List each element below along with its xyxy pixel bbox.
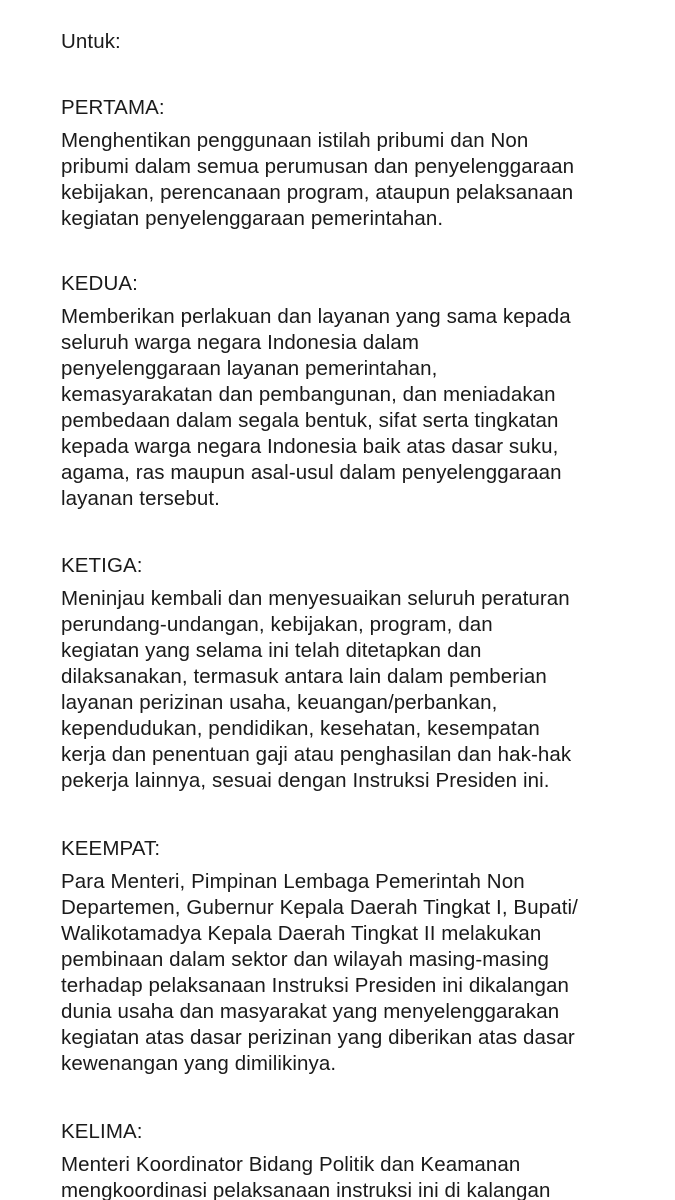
body-line: kegiatan penyelenggaraan pemerintahan. <box>61 207 444 230</box>
body-line: mengkoordinasi pelaksanaan instruksi ini di kalangan <box>61 1179 551 1200</box>
body-line: kemasyarakatan dan pembangunan, dan meniadakan <box>61 383 556 406</box>
section-body-pertama <box>61 128 574 232</box>
body-line: Memberikan perlakuan dan layanan yang sama kepada <box>61 305 571 328</box>
body-line: dunia usaha dan masyarakat yang menyelenggarakan <box>61 1000 560 1023</box>
section-body-keempat <box>61 869 578 1077</box>
body-line: Departemen, Gubernur Kepala Daerah Tingkat I, Bupati/ <box>61 896 578 919</box>
section-body-kedua <box>61 304 571 512</box>
body-line: pembinaan dalam sektor dan wilayah masing-masing <box>61 948 549 971</box>
body-line: kebijakan, perencanaan program, ataupun pelaksanaan <box>61 181 574 204</box>
body-line: Walikotamadya Kepala Daerah Tingkat II melakukan <box>61 922 542 945</box>
body-line: perundang-undangan, kebijakan, program, dan <box>61 613 493 636</box>
intro-label: Untuk: <box>61 30 121 53</box>
body-line: kependudukan, pendidikan, kesehatan, kesempatan <box>61 717 540 740</box>
body-line: Menteri Koordinator Bidang Politik dan Keamanan <box>61 1153 521 1176</box>
section-body-ketiga <box>61 586 571 794</box>
section-heading-kelima: KELIMA: <box>61 1120 143 1143</box>
section-body-kelima <box>61 1152 551 1200</box>
body-line: kegiatan atas dasar perizinan yang diberikan atas dasar <box>61 1026 575 1049</box>
section-heading-ketiga: KETIGA: <box>61 554 143 577</box>
body-line: layanan perizinan usaha, keuangan/perbankan, <box>61 691 498 714</box>
body-line: pembedaan dalam segala bentuk, sifat serta tingkatan <box>61 409 559 432</box>
body-line: kerja dan penentuan gaji atau penghasilan dan hak-hak <box>61 743 572 766</box>
body-line: kewenangan yang dimilikinya. <box>61 1052 337 1075</box>
body-line: penyelenggaraan layanan pemerintahan, <box>61 357 438 380</box>
body-line: Meninjau kembali dan menyesuaikan seluruh peraturan <box>61 587 570 610</box>
body-line: kegiatan yang selama ini telah ditetapkan dan <box>61 639 482 662</box>
body-line: pribumi dalam semua perumusan dan penyelenggaraan <box>61 155 575 178</box>
body-line: terhadap pelaksanaan Instruksi Presiden ini dikalangan <box>61 974 569 997</box>
body-line: Para Menteri, Pimpinan Lembaga Pemerintah Non <box>61 870 525 893</box>
body-line: dilaksanakan, termasuk antara lain dalam pemberian <box>61 665 547 688</box>
body-line: layanan tersebut. <box>61 487 220 510</box>
body-line: agama, ras maupun asal-usul dalam penyelenggaraan <box>61 461 562 484</box>
section-heading-keempat: KEEMPAT: <box>61 837 161 860</box>
body-line: seluruh warga negara Indonesia dalam <box>61 331 420 354</box>
section-heading-kedua: KEDUA: <box>61 272 138 295</box>
body-line: kepada warga negara Indonesia baik atas dasar suku, <box>61 435 559 458</box>
body-line: pekerja lainnya, sesuai dengan Instruksi Presiden ini. <box>61 769 550 792</box>
body-line: Menghentikan penggunaan istilah pribumi dan Non <box>61 129 529 152</box>
section-heading-pertama: PERTAMA: <box>61 96 165 119</box>
